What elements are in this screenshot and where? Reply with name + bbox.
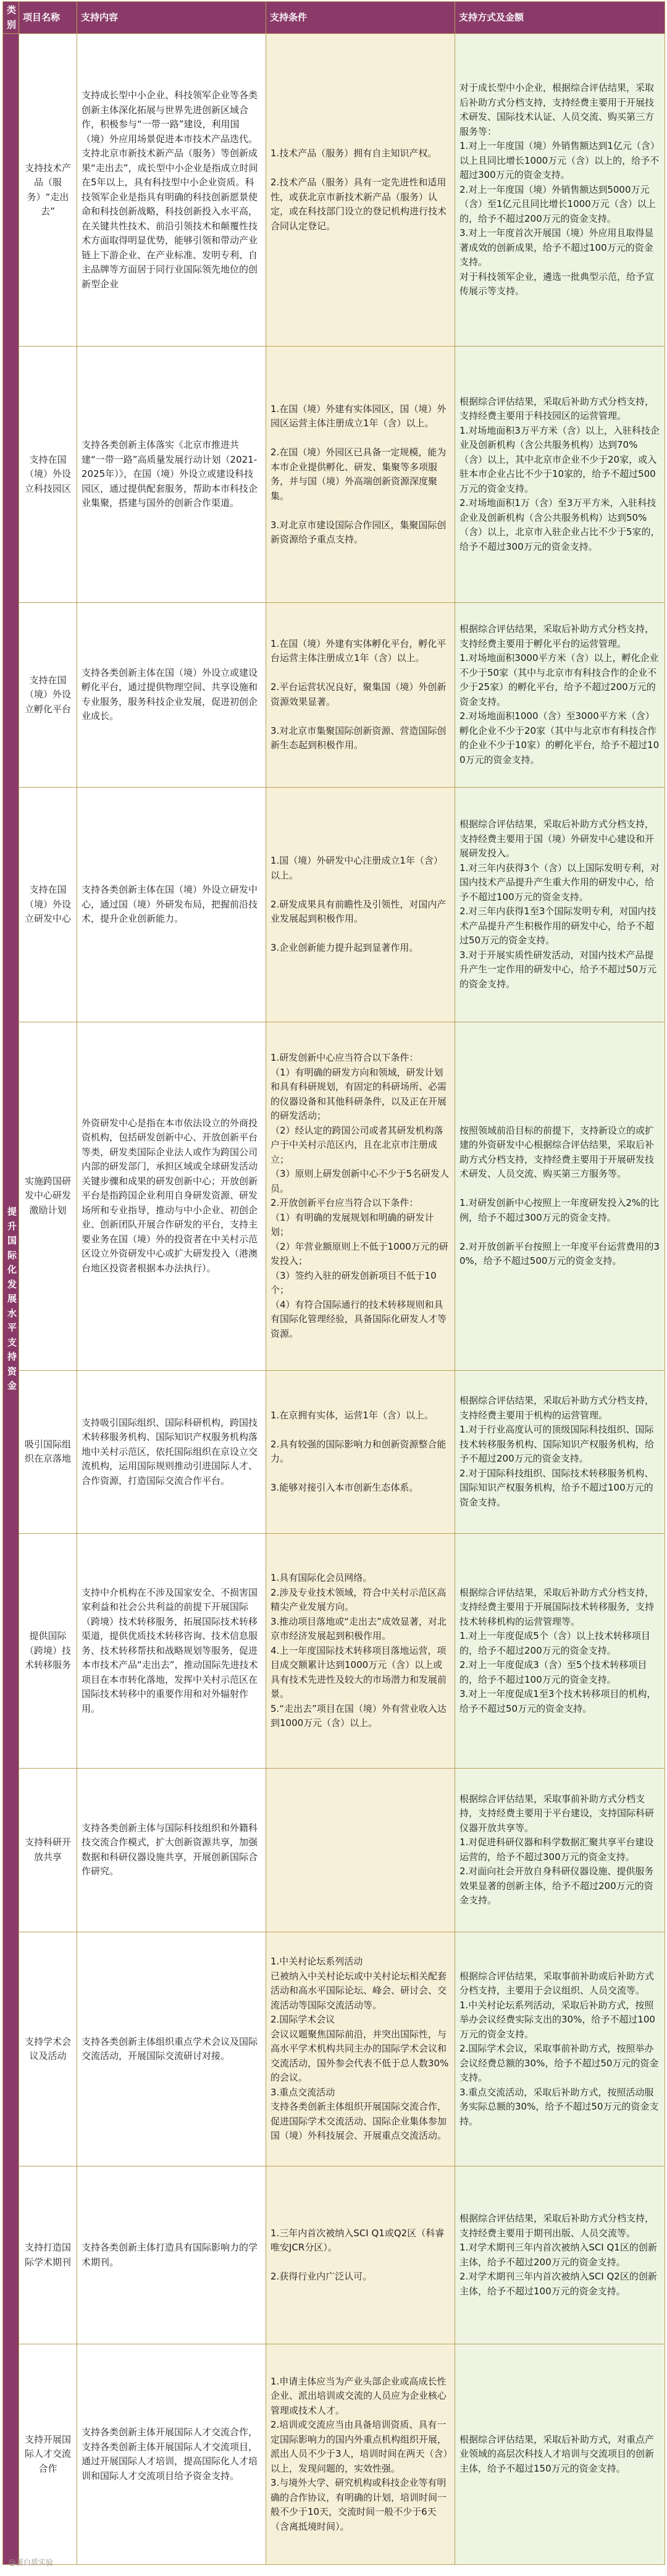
project-name-cell: 实施跨国研发中心研发激励计划 — [19, 1022, 77, 1370]
support-content-cell: 外资研发中心是指在本市依法设立的外商投资机构，包括研发创新中心、开放创新平台等类，研发类国际企业法人或作为跨国公司内部的研发部门，承担区域或全球研发活动关键步骤和成果的研发创新中心；开放创新平台是指跨国企业利用自身研发资源、研发场所和专业指导，推动与中小企业、初创企业、创新团队开展合作研发的平台，支持主要业务在国（境）外的投资者在中关村示范区设立外资研发中心或扩大研发投入（港澳台地区投资者根据本办法执行）。 — [77, 1022, 266, 1370]
policy-table — [2, 1, 665, 2565]
header-support-mode: 支持方式及金额 — [455, 2, 665, 34]
support-mode-cell: 根据综合评估结果，采取后补助方式分档支持，支持经费主要用于国（境）外研发中心建设和开展研发投入。 1.对三年内获得3个（含）以上国际发明专利，对国内技术产品提升产生重大作用的研发中心，给予不超过100万元的资金支持。 2.对三年内获得1至3个国际发明专利，对国内技术产品提升产生积极作用的研发中心，给予不超过50万元的资金支持。 3.对于开展实质性研发活动，对国内技术产品提升产生一定作用的研发中心，给予不超过50万元的资金支持。 — [455, 787, 665, 1022]
support-content-cell: 支持各类创新主体开展国际人才交流合作，支持各类创新主体开展国际人才交流项目，通过开展国际人才培训，提高国际化人才培训和国际人才交流项目给予资金支持。 — [77, 2344, 266, 2565]
support-condition-cell: 1.在国（境）外建有实体孵化平台，孵化平台运营主体注册成立1年（含）以上。 2.平台运营状况良好，聚集国（境）外创新资源效果显著。 3.对北京市集聚国际创新资源、营造国际创新生态起到积极作用。 — [266, 602, 455, 787]
support-content-cell: 支持各类创新主体与国际科技组织和外籍科技交流合作模式，扩大创新资源共享，加强数据和科研仪器设施共享，开展创新国际合作研究。 — [77, 1769, 266, 1932]
support-mode-cell: 根据综合评估结果，采取事前补助方式分档支持，支持经费主要用于平台建设，支持国际科研仪器开放共享等。 1.对促进科研仪器和科学数据汇聚共享平台建设运营的，给予不超过300万元的资金支持。 2.对面向社会开放自身科研仪器设施、提供服务效果显著的创新主体，给予不超过200万元的资金支持。 — [455, 1769, 665, 1932]
table-row — [3, 787, 665, 1022]
table-row — [3, 34, 665, 347]
project-name-cell: 支持学术会议及活动 — [19, 1932, 77, 2166]
table-row — [3, 1769, 665, 1932]
project-name-cell: 提供国际（跨境）技术转移服务 — [19, 1534, 77, 1769]
project-name-cell: 支持在国（境）外设立研发中心 — [19, 787, 77, 1022]
support-content-cell: 支持各类创新主体组织重点学术会议及国际交流活动，开展国际交流研讨对接。 — [77, 1932, 266, 2166]
support-condition-cell: 1.中关村论坛系列活动 已被纳入中关村论坛或中关村论坛相关配套活动和高水平国际论坛、峰会、研讨会、交流活动等国际交流活动等。 2.国际学术会议 会议议题聚焦国际前沿，并突出国际性，与高水平学术机构共同主办的国际学术会议和交流活动，国外参会代表不低于总人数30%的会议。 3.重点交流活动 支持各类创新主体组织开展国际交流合作，促进国际学术交流活动、国际企业集体参加国（境）外科技展会、开展重点交流活动。 — [266, 1932, 455, 2166]
support-condition-cell: 1.在国（境）外建有实体园区，国（境）外园区运营主体注册成立1年（含）以上。 2.在国（境）外园区已具备一定规模，能为本市企业提供孵化、研发、集聚等多项服务，并与国（境）外高端创新资源深度聚集。 3.对北京市建设国际合作园区，集聚国际创新资源给予重点支持。 — [266, 347, 455, 602]
support-condition-cell: 1.申请主体应当为产业头部企业或高成长性企业、派出培训或交流的人员应为企业核心管理或技术人才。 2.培训或交流应当由具备培训资质、具有一定国际影响力的国内外重点机构组织开展，派出人员不少于3人，培训时间在两天（含）以上，发现问题的，实效性强。 3.与境外大学、研究机构或科技企业等有明确的合作协议，有明确的计划，培训时间一般不少于10天，交流时间一般不少于6天（含离抵境时间）。 — [266, 2344, 455, 2565]
support-condition-cell: 1.在京拥有实体，运营1年（含）以上。 2.具有较强的国际影响力和创新资源整合能力。 3.能够对接引入本市创新生态体系。 — [266, 1370, 455, 1534]
table-row — [3, 1022, 665, 1370]
table-row — [3, 1370, 665, 1534]
category-cell: 提升国际化发展水平支持资金 — [3, 34, 19, 2565]
support-mode-cell: 对于成长型中小企业，根据综合评估结果，采取后补助方式分档支持，支持经费主要用于开展技术研发、国际技术认证、人员交流、购买第三方服务等： 1.对上一年度国（境）外销售额达到1亿元（含）以上且同比增长1000万元（含）以上的，给予不超过300万元的资金支持。 2.对上一年度国（境）外销售额达到5000万元（含）至1亿元且同比增长1000万元（含）以上的，给予不超过200万元的资金支持。 3.对上一年度首次开展国（境）外应用且取得显著成效的创新成果，给予不超过100万元的资金支持。 对于科技领军企业，遴选一批典型示范，给予宣传展示等支持。 — [455, 34, 665, 347]
project-name-cell: 支持技术产品（服务）“走出去” — [19, 34, 77, 347]
table-row — [3, 2344, 665, 2565]
header-project-name: 项目名称 — [19, 2, 77, 34]
support-condition-cell: 1.三年内首次被纳入SCI Q1或Q2区（科睿唯安JCR分区）。 2.获得行业内广泛认可。 — [266, 2166, 455, 2344]
watermark: @蛋白质实验 — [9, 2558, 54, 2567]
support-content-cell: 支持各类创新主体在国（境）外设立或建设孵化平台，通过提供物理空间、共享设施和专业服务，服务科技企业发展，促进初创企业成长。 — [77, 602, 266, 787]
support-content-cell: 支持各类创新主体落实《北京市推进共建“一带一路”高质量发展行动计划（2021-2025年）》，在国（境）外设立或建设科技园区，通过提供配套服务，帮助本市科技企业集聚，搭建与国外的创新合作渠道。 — [77, 347, 266, 602]
table-row — [3, 602, 665, 787]
table-header-row — [3, 2, 665, 34]
project-name-cell: 支持开展国际人才交流合作 — [19, 2344, 77, 2565]
support-content-cell: 支持成长型中小企业、科技领军企业等各类创新主体深化拓展与世界先进创新区域合作，积极参与“一带一路”建设，利用国（境）外应用场景促进本市技术产品迭代。支持北京市新技术新产品（服务）等创新成果“走出去”，成长型中小企业是指成立时间在5年以上，具有科技型中小企业资质。科技领军企业是指具有明确的科技创新愿景使命和科技创新战略，科技创新投入水平高，在关键共性技术、前沿引领技术和颠覆性技术方面取得明显优势，能够引领和带动产业链上下游企业、在产业标准、发明专利、自主品牌等方面居于同行业国际领先地位的创新型企业 — [77, 34, 266, 347]
project-name-cell: 支持在国（境）外设立孵化平台 — [19, 602, 77, 787]
project-name-cell: 支持打造国际学术期刊 — [19, 2166, 77, 2344]
support-mode-cell: 根据综合评估结果，采取后补助方式分档支持，支持经费主要用于孵化平台的运营管理。 1.对场地面积3000平方米（含）以上，孵化企业不少于50家（其中与北京市有科技合作的企业不少于25家）的孵化平台，给予不超过200万元的资金支持。 2.对场地面积1000（含）至3000平方米（含）孵化企业不少于20家（其中与北京市有科技合作的企业不少于10家）的孵化平台，给予不超过100万元的资金支持。 — [455, 602, 665, 787]
support-mode-cell: 根据综合评估结果，采取后补助方式分档支持，支持经费主要用于机构的运营管理。 1.对于行业高度认可的顶级国际科技组织、国际技术转移服务机构、国际知识产权服务机构，给予不超过200万元的资金支持。 2.对于国际科技组织、国际技术转移服务机构、国际知识产权服务机构，给予不超过100万元的资金支持。 — [455, 1370, 665, 1534]
header-support-content: 支持内容 — [77, 2, 266, 34]
support-mode-cell: 根据综合评估结果，采取后补助方式分档支持，支持经费主要用于期刊出版、人员交流等。 1.对学术期刊三年内首次被纳入SCI Q1区的创新主体，给予不超过200万元的资金支持。 2.对学术期刊三年内首次被纳入SCI Q2区的创新主体，给予不超过100万元的资金支持。 — [455, 2166, 665, 2344]
support-mode-cell: 根据综合评估结果，采取后补助方式分档支持，支持经费主要用于科技园区的运营管理。 1.对场地面积3万平方米（含）以上，入驻科技企业及创新机构（含公共服务机构）达到70%（含）以上，其中北京市企业不少于20家，或入驻本市企业占比不少于10家的，给予不超过500万元的资金支持。 2.对场地面积1万（含）至3万平方米，入驻科技企业及创新机构（含公共服务机构）达到50%（含）以上，北京市入驻企业占比不少于5家的，给予不超过300万元的资金支持。 — [455, 347, 665, 602]
support-mode-cell: 按照领域前沿目标的前提下，支持新设立的或扩建的外资研发中心根据综合评估结果，采取后补助方式分档支持，支持经费主要用于开展研发技术研发、人员交流、购买第三方服务等。 1.对研发创新中心按照上一年度研发投入2%的比例，给予不超过300万元的资金支持。 2.对开放创新平台按照上一年度平台运营费用的30%，给予不超过500万元的资金支持。 — [455, 1022, 665, 1370]
table-row — [3, 2166, 665, 2344]
header-support-condition: 支持条件 — [266, 2, 455, 34]
support-condition-cell: 1.研发创新中心应当符合以下条件： （1）有明确的研发方向和领域，研发计划和具有科研规划，有固定的科研场所、必需的仪器设备和其他科研条件，以及正在开展的研发活动； （2）经认定的跨国公司或者其研发机构落户于中关村示范区内，且在北京市注册成立； （3）原则上研发创新中心不少于5名研发人员。 2.开放创新平台应当符合以下条件： （1）有明确的发展规划和明确的研发计划； （2）年营业额原则上不低于1000万元的研发投入； （3）签约入驻的研发创新项目不低于10个； （4）有符合国际通行的技术转移规则和具有国际化管理经验，具备国际化研发人才等资源。 — [266, 1022, 455, 1370]
support-condition-cell: 1.国（境）外研发中心注册成立1年（含）以上。 2.研发成果具有前瞻性及引领性，对国内产业发展起到积极作用。 3.企业创新能力提升起到显著作用。 — [266, 787, 455, 1022]
support-mode-cell: 根据综合评估结果，采取后补助方式，对重点产业领域的高层次科技人才培训与交流项目的创新主体，给予不超过150万元的资金支持。 — [455, 2344, 665, 2565]
support-condition-cell: 1.技术产品（服务）拥有自主知识产权。 2.技术产品（服务）具有一定先进性和适用性，或获北京市新技术新产品（服务）认定，或在科技部门设立的登记机构进行技术合同认定登记。 — [266, 34, 455, 347]
support-mode-cell: 根据综合评估结果，采取事前补助或后补助方式分档支持，主要用于会议组织、人员交流等。 1.中关村论坛系列活动，采取后补助方式，按照举办会议经费实际支出的30%，给予不超过100万元的资金支持。 2.国际学术会议，采取事前补助方式，按照举办会议经费总额的30%，给予不超过50万元的资金支持。 3.重点交流活动，采取后补助方式，按照活动服务实际总额的30%，给予不超过50万元的资金支持。 — [455, 1932, 665, 2166]
support-content-cell: 支持各类创新主体打造具有国际影响力的学术期刊。 — [77, 2166, 266, 2344]
support-mode-cell: 根据综合评估结果，采取后补助方式分档支持，支持经费主要用于开展国际技术转移服务，支持技术转移机构的运营管理等。 1.对上一年度促成5个（含）以上技术转移项目的，给予不超过200万元的资金支持。 2.对上一年度促成3（含）至5个技术转移项目的，给予不超过100万元的资金支持。 3.对上一年度促成1至3个技术转移项目的机构，给予不超过50万元的资金支持。 — [455, 1534, 665, 1769]
support-condition-cell — [266, 1769, 455, 1932]
support-content-cell: 支持各类创新主体在国（境）外设立研发中心，通过国（境）外研发布局，把握前沿技术，提升企业创新能力。 — [77, 787, 266, 1022]
project-name-cell: 吸引国际组织在京落地 — [19, 1370, 77, 1534]
support-content-cell: 支持吸引国际组织、国际科研机构，跨国技术转移服务机构、国际知识产权服务机构落地中关村示范区，依托国际组织在京设立交流机构，运用国际规则推动引进国际人才、合作资源，打造国际交流合作平台。 — [77, 1370, 266, 1534]
table-row — [3, 347, 665, 602]
project-name-cell: 支持科研开放共享 — [19, 1769, 77, 1932]
header-category: 类别 — [3, 2, 19, 34]
table-body — [3, 34, 665, 2565]
table-row — [3, 1932, 665, 2166]
support-content-cell: 支持中介机构在不涉及国家安全、不损害国家利益和社会公共利益的前提下开展国际（跨境）技术转移服务，拓展国际技术转移渠道，提供优质技术转移咨询、技术信息服务、技术转移帮扶和战略规划等服务，促进本市技术产品“走出去”，推动国际先进技术项目在本市转化落地，发挥中关村示范区在国际技术转移中的重要作用和对外辐射作用。 — [77, 1534, 266, 1769]
table-row — [3, 1534, 665, 1769]
project-name-cell: 支持在国（境）外设立科技园区 — [19, 347, 77, 602]
support-condition-cell: 1.具有国际化会员网络。 2.涉及专业技术领域，符合中关村示范区高精尖产业发展方向。 3.推动项目落地或“走出去”成效显著，对北京市经济发展起到积极作用。 4.上一年度国际技术转移项目落地运营，项目成交额累计达到1000万元（含）以上或具有技术先进性及较大的市场潜力和发展前景。 5.“走出去”项目在国（境）外有营业收入达到1000万元（含）以上。 — [266, 1534, 455, 1769]
